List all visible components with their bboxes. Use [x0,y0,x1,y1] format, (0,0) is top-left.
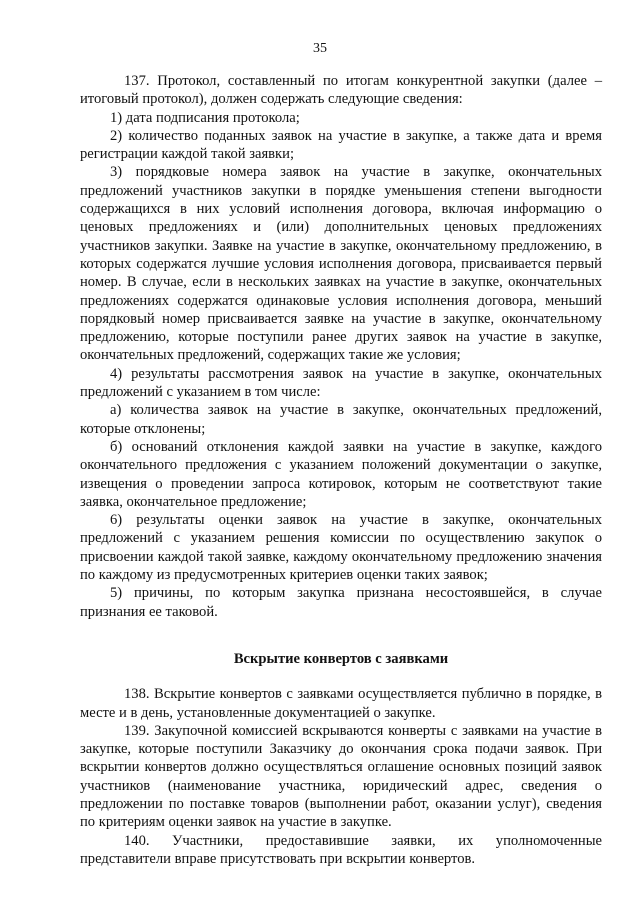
section-heading: Вскрытие конвертов с заявками [233,650,449,667]
page-number: 35 [313,41,327,56]
paragraph-139: 139. Закупочной комиссией вскрываются конверты с заявками на участие в закупке, которые поступили Заказчику до окончания срока подачи заявок. При вскрытии конвертов должно осуществляться оглашение основных позиций заявок участников (наименование участника, юридический адрес, сведения о предложении по поставке товаров (выполнении работ, оказании услуг), сведения по критериям оценки заявок на участие в закупке. [80,722,602,831]
list-item: б) оснований отклонения каждой заявки на участие в закупке, каждого окончательного предложения с указанием положений документации о закупке, извещения о проведении запроса котировок, которым не соответствуют такие заявка, окончательное предложение; [80,438,602,510]
paragraph-137: 137. Протокол, составленный по итогам конкурентной закупки (далее – итоговый протокол), должен содержать следующие сведения: [80,73,602,108]
paragraph-138: 138. Вскрытие конвертов с заявками осуществляется публично в порядке, в месте и в день, установленные документацией о закупке. [80,686,602,721]
document-body [80,72,602,868]
paragraph-140: 140. Участники, предоставившие заявки, их уполномоченные представители вправе присутствовать при вскрытии конвертов. [80,832,602,867]
list-item: 5) причины, по которым закупка признана несостоявшейся, в случае признания ее таковой. [80,585,602,620]
list-item: а) количества заявок на участие в закупке, окончательных предложений, которые отклонены; [80,402,602,437]
list-item: 4) результаты рассмотрения заявок на участие в закупке, окончательных предложений с указанием в том числе: [80,365,602,401]
list-item: 1) дата подписания протокола; [110,109,300,126]
list-item: 6) результаты оценки заявок на участие в закупке, окончательных предложений с указанием решения комиссии по осуществлению закупок о присвоении каждой такой заявке, каждому окончательному предложению значения по каждому из предусмотренных критериев оценки таких заявок; [80,512,602,584]
list-item: 2) количество поданных заявок на участие в закупке, а также дата и время регистрации каждой такой заявки; [80,127,602,163]
list-item: 3) порядковые номера заявок на участие в закупке, окончательных предложений участников закупки в порядке уменьшения степени выгодности содержащихся в них условий исполнения договора, включая информацию о ценовых предложениях и (или) дополнительных ценовых предложениях участников закупки. Заявке на участие в закупке, окончательному предложению, в которых содержатся лучшие условия исполнения договора, присваивается первый номер. В случае, если в нескольких заявках на участие в закупке, окончательных предложениях содержатся одинаковые условия исполнения договора, меньший порядковый номер присваивается заявке на участие в закупке, окончательному предложению, которые поступили ранее других заявок на участие в закупке, окончательных предложений, содержащих такие же условия; [80,164,602,364]
